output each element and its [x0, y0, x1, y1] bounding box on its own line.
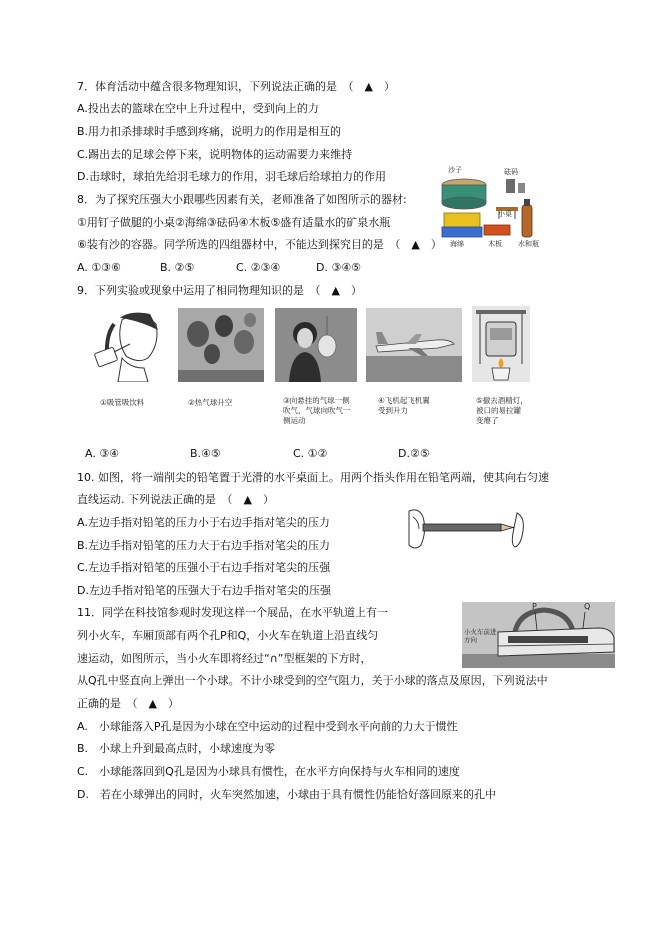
q11-option-c: C. 小球能落回到Q孔是因为小球具有惯性，在水平方向保持与火车相同的速度: [77, 765, 460, 778]
q8-line-2: ①用钉子做腿的小桌②海绵③砝码④木板⑤盛有适量水的矿泉水瓶: [77, 216, 391, 229]
q8-option-d: D. ③④⑤: [316, 261, 362, 274]
q9-image-straw: [92, 310, 172, 382]
q10-line-1: 10. 如图，将一端削尖的铅笔置于光滑的水平桌面上。用两个指头作用在铅笔两端，使其向右匀速: [77, 471, 549, 484]
q8-line-3: ⑥装有沙的容器。同学所选的四组器材中，不能达到探究目的是 （ ▲ ）: [77, 238, 442, 251]
q9-caption-3: ③向悬挂的气球一侧吹气，气球向吹气一侧运动: [283, 396, 351, 425]
q7-option-a: A.投出去的篮球在空中上升过程中，受到向上的力: [77, 102, 319, 115]
q9-option-a: A. ③④: [85, 447, 120, 460]
q9-caption-1: ①吸管吸饮料: [100, 398, 145, 407]
q7-option-d: D.击球时，球拍先给羽毛球力的作用，羽毛球后给球拍力的作用: [77, 170, 386, 183]
q11-label-q: Q: [584, 602, 591, 611]
q9-option-c: C. ①②: [293, 447, 328, 460]
q11-option-d: D. 若在小球弹出的同时，火车突然加速，小球由于具有惯性仍能恰好落回原来的孔中: [77, 788, 496, 801]
q9-option-b: B.④⑤: [190, 447, 221, 460]
q11-label-direction: 小火车前进方向: [464, 628, 497, 644]
q9-image-balloons: [178, 308, 264, 382]
q8-option-a: A. ①③⑥: [77, 261, 121, 274]
q11-label-p: P: [532, 602, 537, 611]
q9-stem: 9．下列实验或现象中运用了相同物理知识的是 （ ▲ ）: [77, 284, 362, 297]
q8-label-sand: 沙子: [448, 166, 462, 174]
q8-label-sponge: 海绵: [450, 240, 464, 248]
q9-image-airplane: [366, 308, 462, 382]
q9-image-can-lamp: [472, 306, 530, 382]
q10-option-c: C.左边手指对铅笔的压强小于右边手指对笔尖的压强: [77, 561, 331, 574]
q8-label-weights: 砝码: [504, 168, 518, 176]
q11-line-5: 正确的是 （ ▲ ）: [77, 697, 179, 710]
q11-line-4: 从Q孔中竖直向上弹出一个小球。不计小球受到的空气阻力，关于小球的落点及原因，下列说法中: [77, 674, 548, 687]
q9-caption-5: ⑤撤去酒精灯，被口的易拉罐变瘪了: [476, 396, 528, 425]
q7-stem: 7．体育活动中蕴含很多物理知识，下列说法正确的是 （ ▲ ）: [77, 80, 395, 93]
q11-line-2: 列小火车，车厢顶部有两个孔P和Q，小火车在轨道上沿直线匀: [77, 629, 379, 642]
q8-label-table: 小桌: [498, 210, 512, 218]
q7-option-b: B.用力扣杀排球时手感到疼痛，说明力的作用是相互的: [77, 125, 342, 138]
q8-label-board: 木板: [488, 240, 502, 248]
q11-option-a: A. 小球能落入P孔是因为小球在空中运动的过程中受到水平向前的力大于惯性: [77, 720, 458, 733]
q10-option-a: A.左边手指对铅笔的压力小于右边手指对笔尖的压力: [77, 516, 330, 529]
q10-line-2: 直线运动. 下列说法正确的是 （ ▲ ）: [77, 493, 274, 506]
q8-option-b: B. ②⑤: [160, 261, 195, 274]
q9-caption-2: ②热气球升空: [188, 398, 233, 407]
q11-line-1: 11．同学在科技馆参观时发现这样一个展品，在水平轨道上有一: [77, 606, 388, 619]
q10-pencil-figure: [405, 505, 527, 551]
q10-option-d: D.左边手指对铅笔的压强大于右边手指对笔尖的压强: [77, 584, 331, 597]
q9-caption-4: ④飞机起飞机翼受到升力: [378, 396, 430, 415]
q8-option-c: C. ②③④: [236, 261, 281, 274]
q9-option-d: D.②⑤: [398, 447, 430, 460]
q8-line-1: 8．为了探究压强大小跟哪些因素有关，老师准备了如图所示的器材:: [77, 193, 407, 206]
q8-equipment-figure: [438, 165, 548, 253]
q7-option-c: C.踢出去的足球会停下来，说明物体的运动需要力来维持: [77, 148, 353, 161]
q9-image-balloon-blow: [275, 308, 357, 382]
q11-option-b: B. 小球上升到最高点时，小球速度为零: [77, 742, 276, 755]
q11-line-3: 速运动，如图所示，当小火车即将经过“∩”型框架的下方时，: [77, 652, 372, 665]
q10-option-b: B.左边手指对铅笔的压力大于右边手指对笔尖的压力: [77, 539, 331, 552]
q8-label-bottle: 水和瓶: [518, 240, 539, 248]
q11-train-figure: [462, 602, 615, 668]
